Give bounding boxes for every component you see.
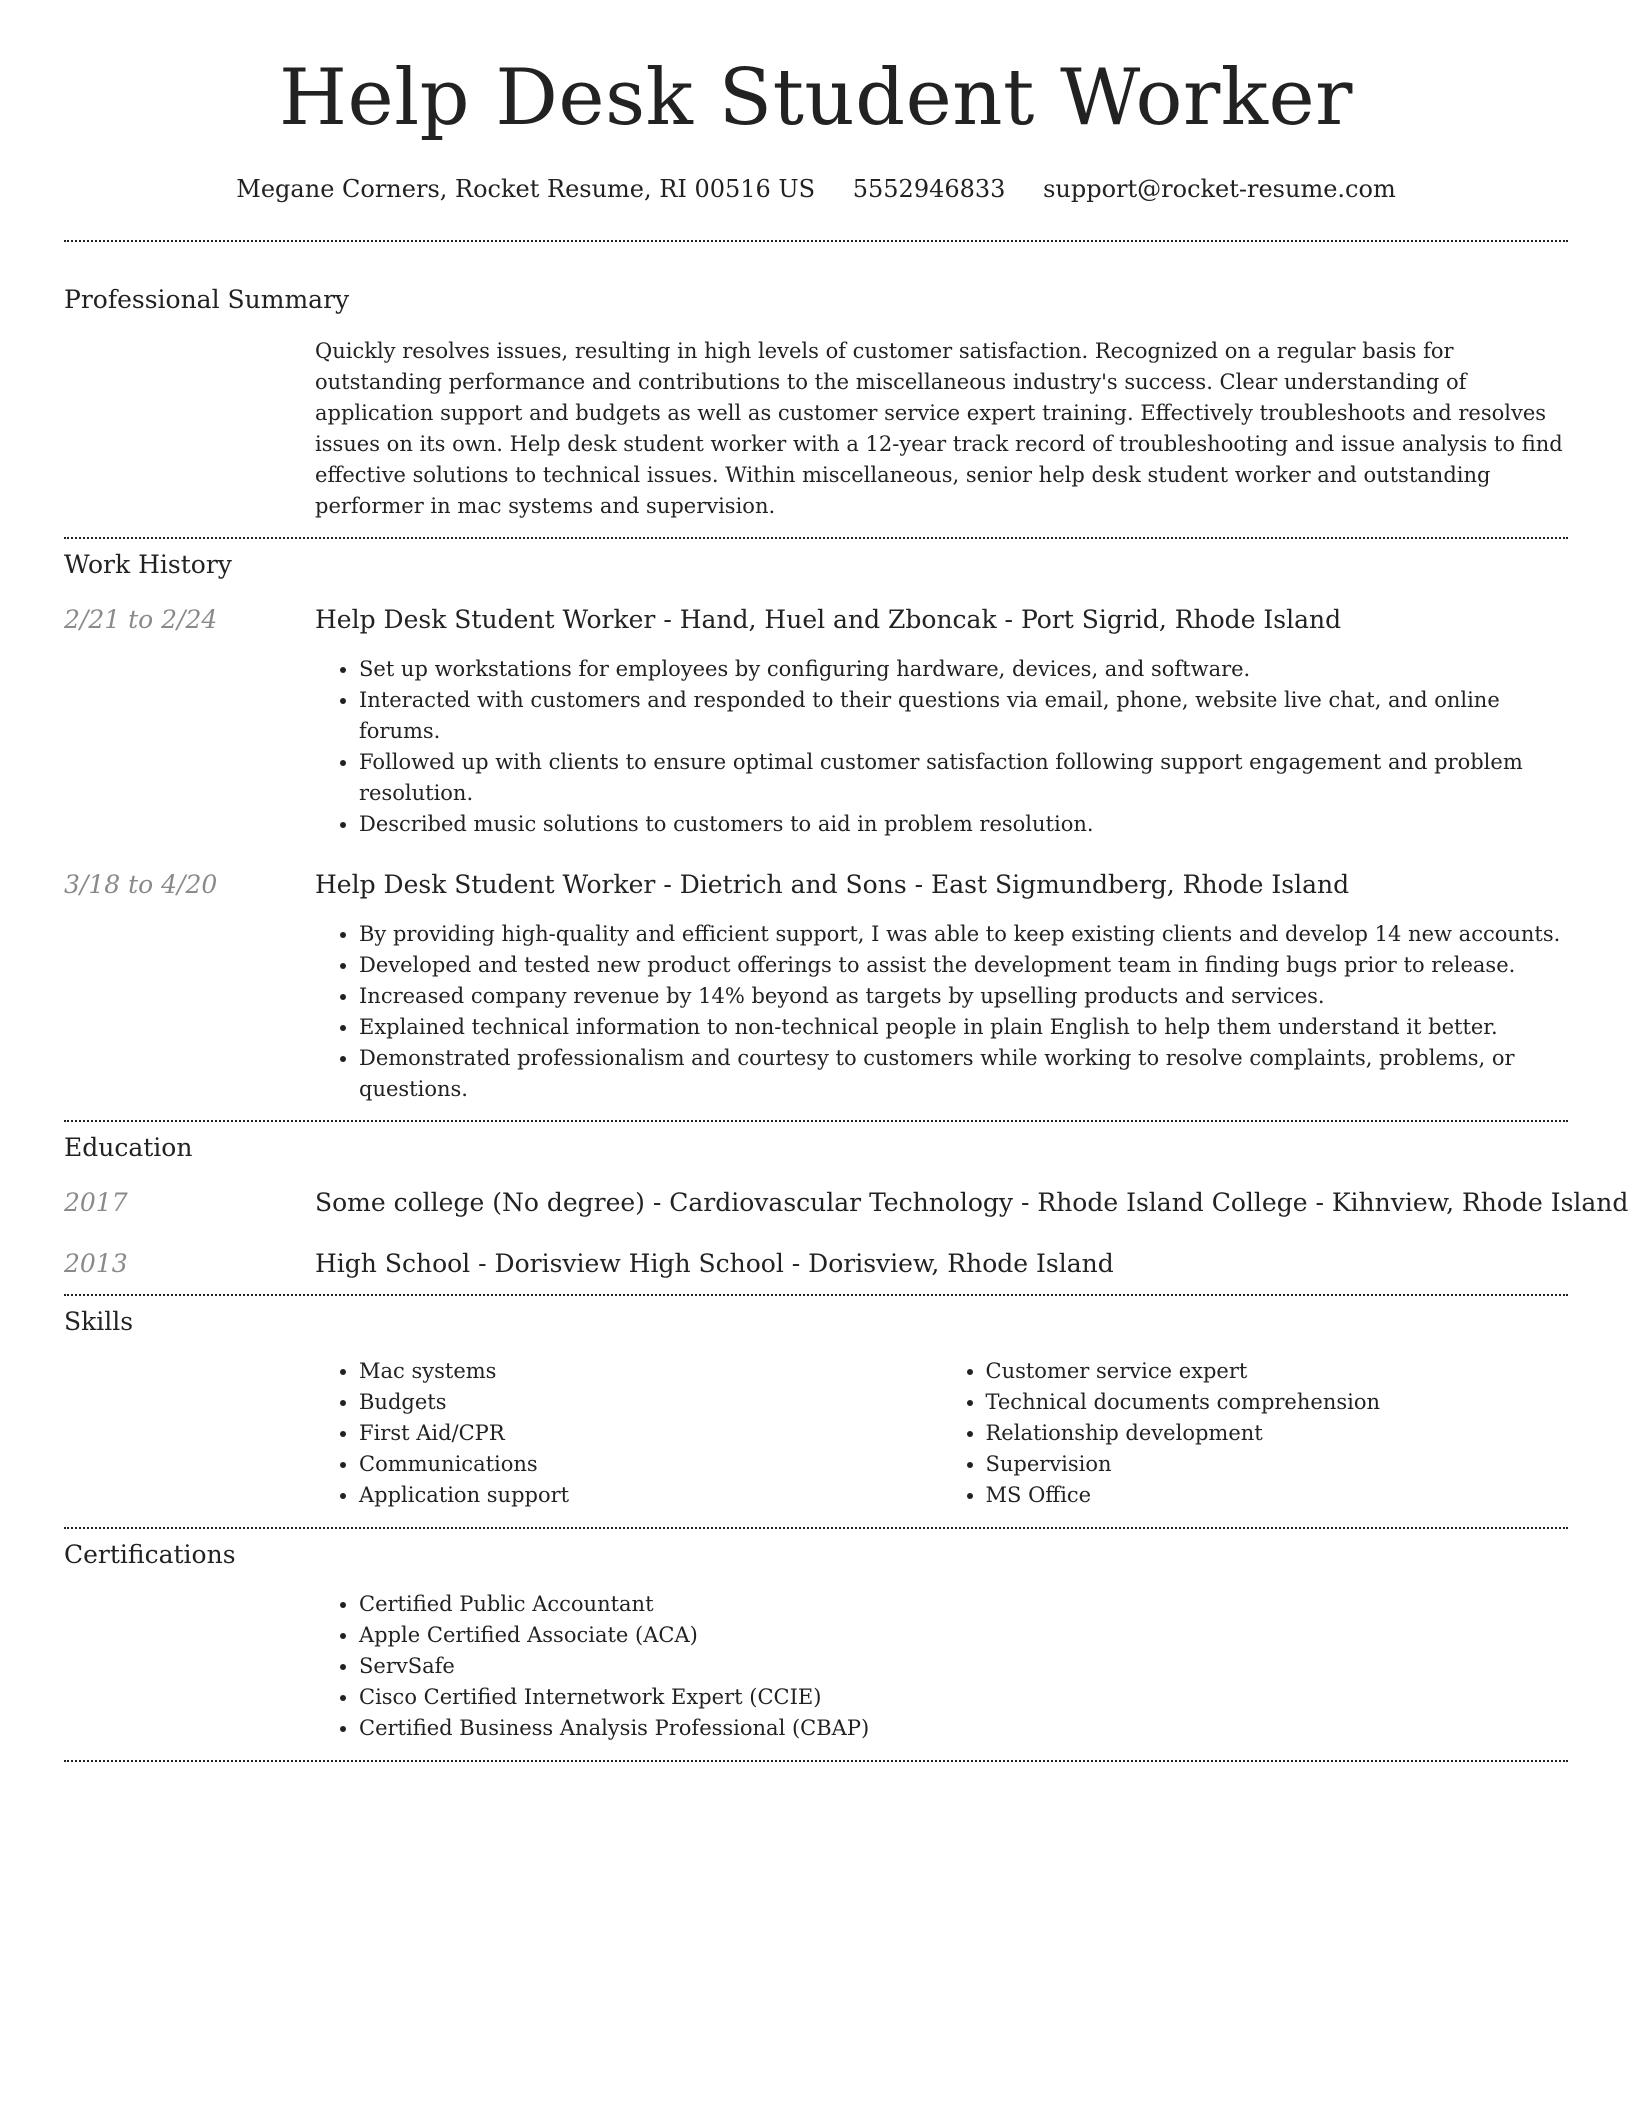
education-year: 2013 — [64, 1249, 128, 1278]
job-bullet: • Followed up with clients to ensure optimal customer satisfaction following support engagement and problem resolution. — [359, 747, 1568, 809]
job-bullets — [315, 919, 1568, 1105]
job-entry — [64, 605, 1568, 840]
skill-item: • Technical documents comprehension — [986, 1387, 1569, 1418]
divider — [64, 1527, 1568, 1529]
divider — [64, 1294, 1568, 1296]
section-title-education: Education — [64, 1133, 193, 1162]
section-title-work: Work History — [64, 550, 232, 579]
divider — [64, 1120, 1568, 1122]
job-bullet: • Described music solutions to customers to aid in problem resolution. — [359, 809, 1568, 840]
skills-column-left — [315, 1356, 942, 1511]
job-entry — [64, 870, 1568, 1105]
skill-item: • Communications — [359, 1449, 942, 1480]
resume-name: Help Desk Student Worker — [279, 53, 1353, 143]
contact-phone: 5552946833 — [852, 175, 1006, 203]
section-work-history — [64, 549, 1568, 1105]
skills-column-right — [942, 1356, 1569, 1511]
education-entry — [64, 1188, 1629, 1217]
education-degree: Some college (No degree) - Cardiovascular Technology — [315, 1188, 1014, 1217]
certification-item: • Apple Certified Associate (ACA) — [359, 1620, 1568, 1651]
job-title — [315, 870, 1349, 899]
education-degree: High School — [315, 1249, 471, 1278]
certifications-list — [315, 1589, 1568, 1744]
section-summary — [64, 284, 1568, 522]
certification-item: • Cisco Certified Internetwork Expert (CCIE) — [359, 1682, 1568, 1713]
job-header — [64, 605, 1568, 634]
skill-item: • Mac systems — [359, 1356, 942, 1387]
certification-item: • Certified Public Accountant — [359, 1589, 1568, 1620]
job-details: - Dietrich and Sons - East Sigmundberg, Rhode Island — [655, 870, 1350, 899]
skill-item: • Relationship development — [986, 1418, 1569, 1449]
section-certifications — [64, 1539, 1568, 1744]
education-details: - Rhode Island College - Kihnview, Rhode Island — [1013, 1188, 1629, 1217]
job-position: Help Desk Student Worker — [315, 605, 656, 634]
education-title — [315, 1249, 1114, 1278]
section-title-certifications: Certifications — [64, 1540, 236, 1569]
job-bullets — [315, 654, 1568, 840]
job-header — [64, 870, 1568, 899]
contact-line — [64, 173, 1568, 205]
education-entry — [64, 1249, 1568, 1278]
skill-item: • Budgets — [359, 1387, 942, 1418]
skill-item: • MS Office — [986, 1480, 1569, 1511]
job-dates: 2/21 to 2/24 — [64, 605, 218, 634]
job-bullet: • Demonstrated professionalism and courtesy to customers while working to resolve complaints, problems, or questions. — [359, 1043, 1568, 1105]
certification-item: • ServSafe — [359, 1651, 1568, 1682]
skill-item: • Customer service expert — [986, 1356, 1569, 1387]
summary-text: Quickly resolves issues, resulting in high levels of customer satisfaction. Recognized on a regular basis for outstanding performance and contributions to the miscellaneous industry's success. Clear understanding of application support and budgets as well as customer service expert training. Effectively troubleshoots and resolves issues on its own. Help desk student worker with a 12-year track record of troubleshooting and issue analysis to find effective solutions to technical issues. Within miscellaneous, senior help desk student worker and outstanding performer in mac systems and supervision. — [315, 339, 1563, 518]
job-dates: 3/18 to 4/20 — [64, 870, 218, 899]
education-details: - Dorisview High School - Dorisview, Rhode Island — [470, 1249, 1114, 1278]
job-bullet: • Increased company revenue by 14% beyond as targets by upselling products and services. — [359, 981, 1568, 1012]
skills-list — [315, 1356, 1568, 1511]
contact-address: Megane Corners, Rocket Resume, RI 00516 US — [236, 175, 816, 203]
skill-item: • Supervision — [986, 1449, 1569, 1480]
certification-item: • Certified Business Analysis Professional (CBAP) — [359, 1713, 1568, 1744]
section-education — [64, 1132, 1629, 1278]
section-skills — [64, 1306, 1568, 1511]
job-title — [315, 605, 1341, 634]
job-bullet: • Interacted with customers and responded to their questions via email, phone, website live chat, and online forums. — [359, 685, 1568, 747]
education-year: 2017 — [64, 1188, 128, 1217]
job-bullet: • Set up workstations for employees by configuring hardware, devices, and software. — [359, 654, 1568, 685]
job-bullet: • Developed and tested new product offerings to assist the development team in finding bugs prior to release. — [359, 950, 1568, 981]
job-bullet: • Explained technical information to non-technical people in plain English to help them understand it better. — [359, 1012, 1568, 1043]
contact-email: support@rocket-resume.com — [1043, 175, 1396, 203]
skill-item: • Application support — [359, 1480, 942, 1511]
divider — [64, 1760, 1568, 1762]
education-title — [315, 1188, 1628, 1217]
job-details: - Hand, Huel and Zboncak - Port Sigrid, Rhode Island — [655, 605, 1342, 634]
job-bullet: • By providing high-quality and efficient support, I was able to keep existing clients and develop 14 new accounts. — [359, 919, 1568, 950]
divider — [64, 537, 1568, 539]
divider — [64, 240, 1568, 242]
section-title-summary: Professional Summary — [64, 285, 350, 314]
skill-item: • First Aid/CPR — [359, 1418, 942, 1449]
job-position: Help Desk Student Worker — [315, 870, 656, 899]
section-title-skills: Skills — [64, 1307, 134, 1336]
resume-page — [64, 0, 1629, 1762]
